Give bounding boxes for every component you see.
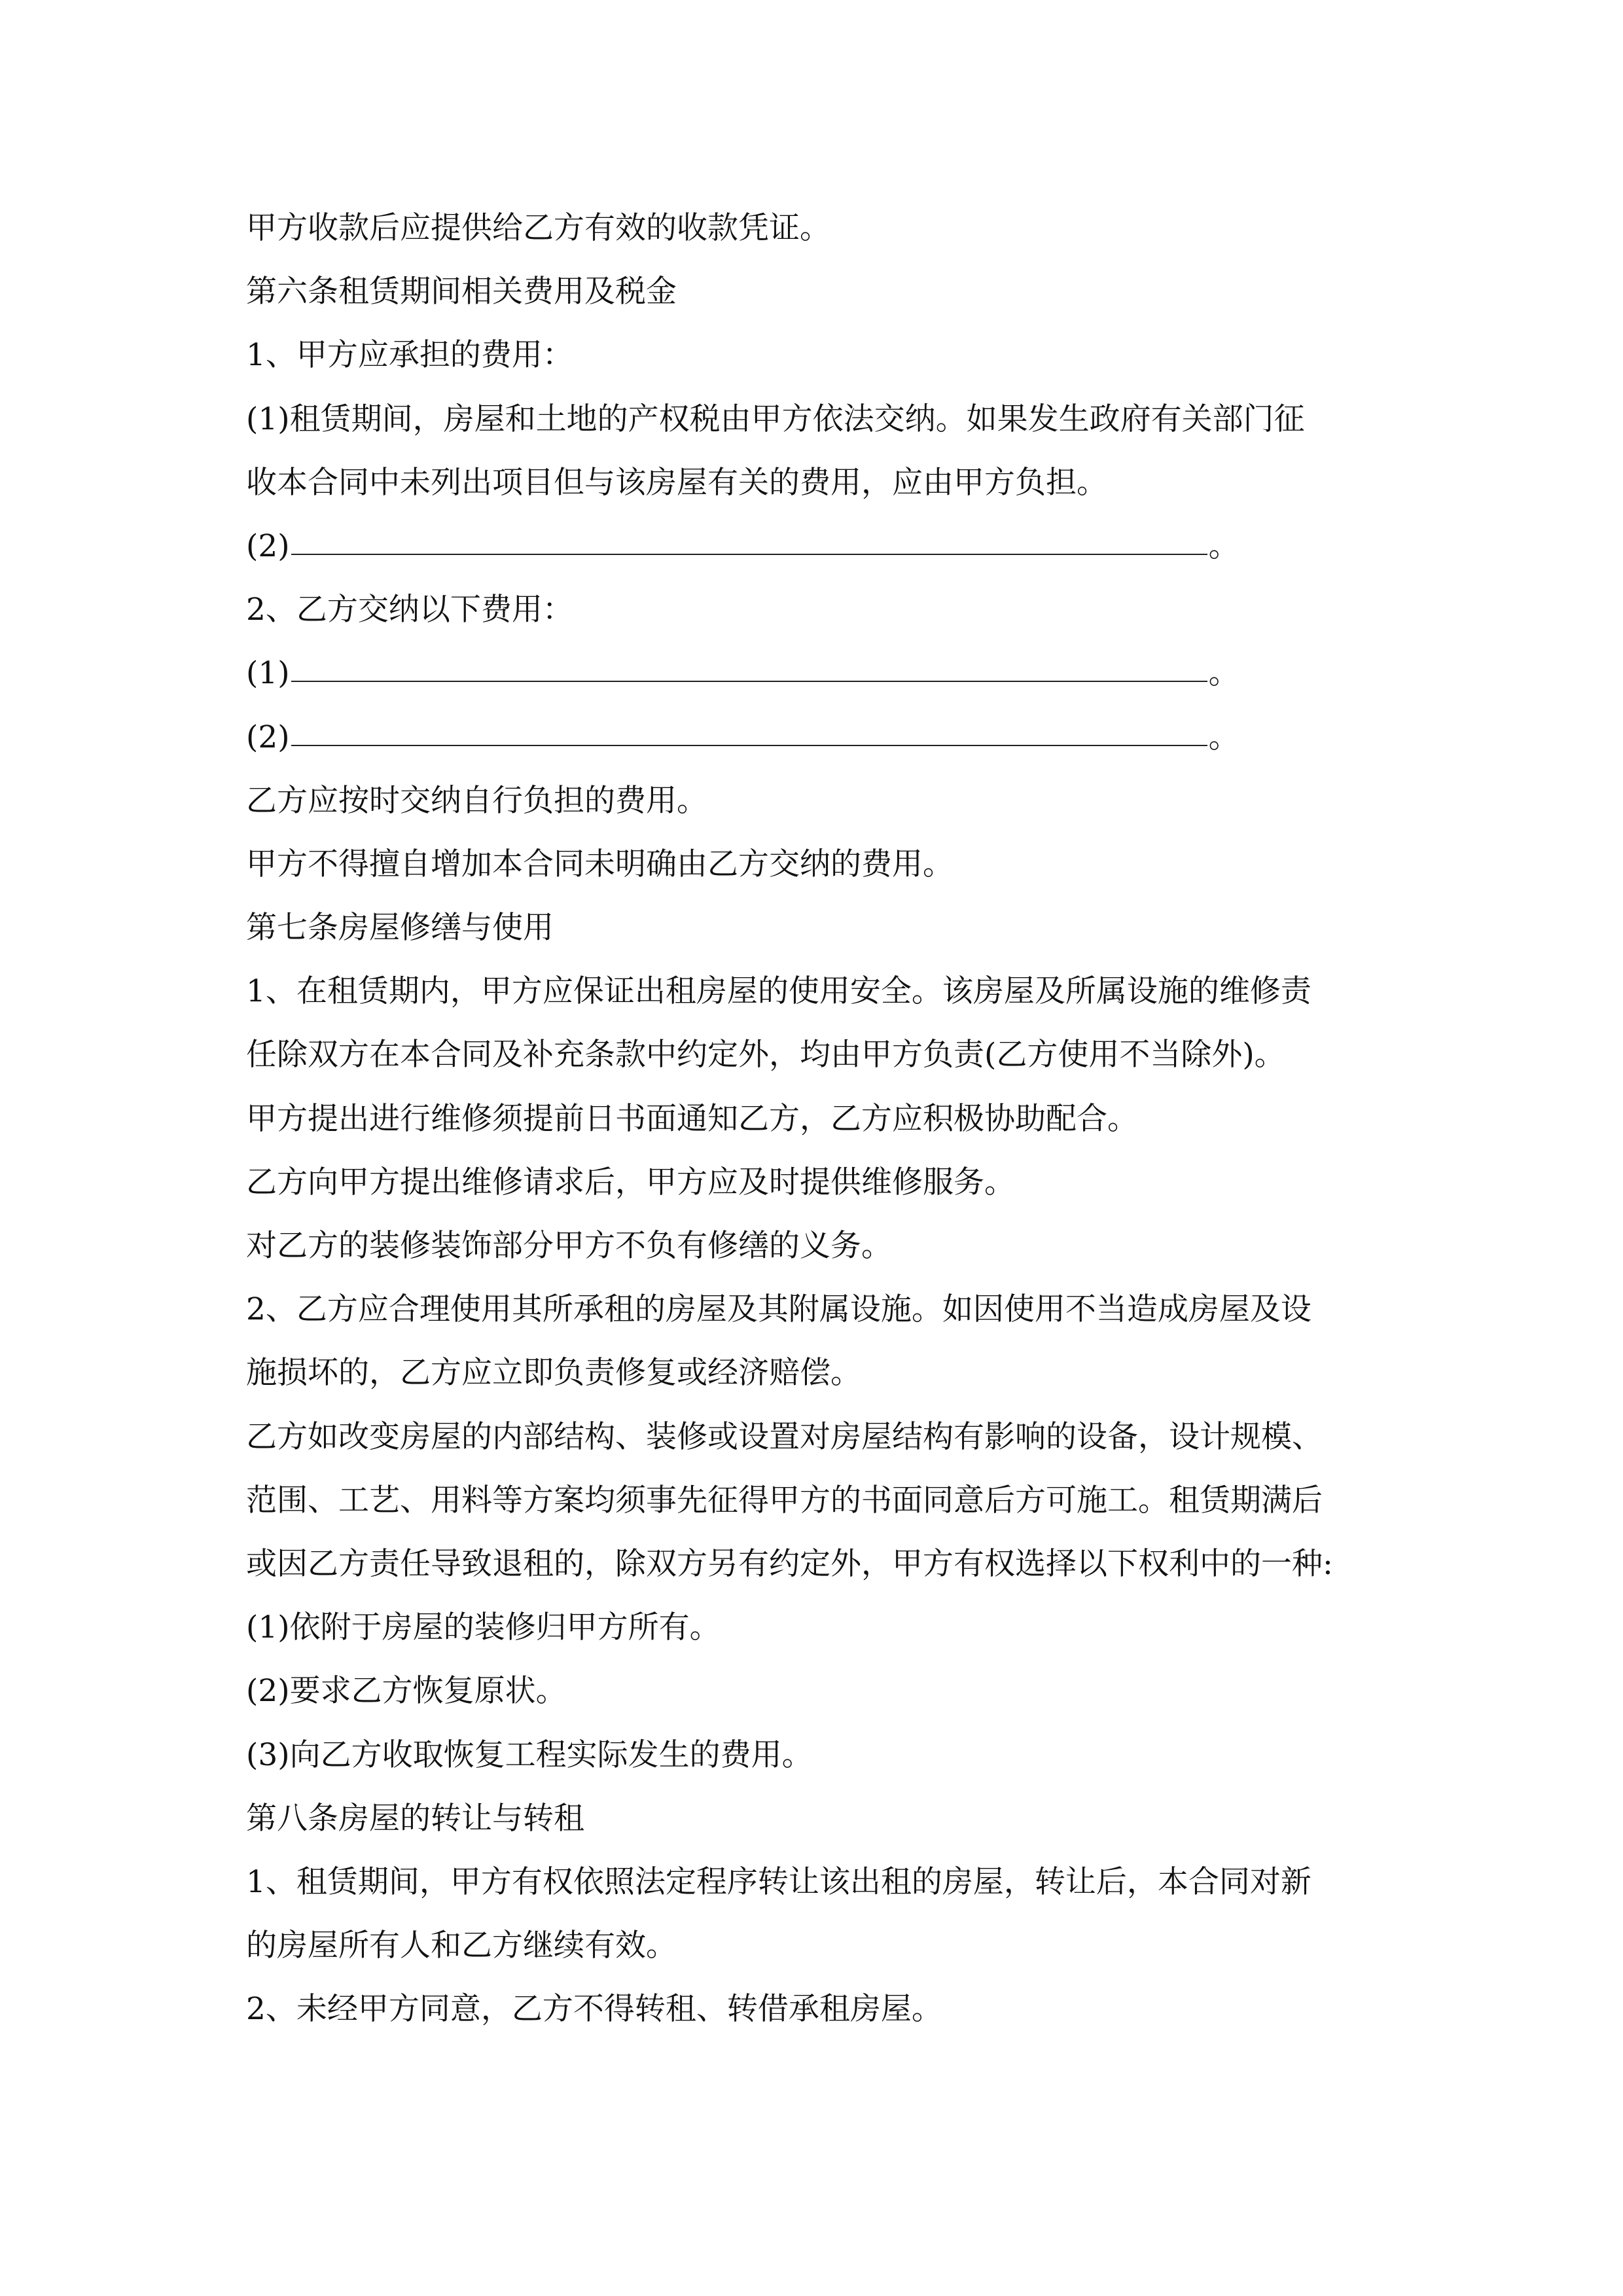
text-line: 对乙方的装修装饰部分甲方不负有修缮的义务。 [246, 1228, 892, 1264]
text-line: 施损坏的，乙方应立即负责修复或经济赔偿。 [246, 1355, 861, 1391]
article-heading: 第六条租赁期间相关费用及税金 [246, 274, 677, 310]
text-line: 范围、工艺、用料等方案均须事先征得甲方的书面同意后方可施工。租赁期满后 [246, 1482, 1323, 1518]
line-end: 。 [1208, 719, 1240, 755]
article-heading: 第八条房屋的转让与转租 [246, 1800, 584, 1837]
blank-underline[interactable] [291, 514, 1207, 555]
text-line: 的房屋所有人和乙方继续有效。 [246, 1928, 677, 1964]
item-number: (1) [246, 655, 290, 692]
text-line: 甲方不得擅自增加本合同未明确由乙方交纳的费用。 [246, 846, 954, 882]
blank-underline[interactable] [291, 706, 1207, 746]
text-line: 甲方提出进行维修须提前日书面通知乙方，乙方应积极协助配合。 [246, 1100, 1138, 1137]
fill-in-line [246, 514, 1411, 578]
text-line: (1)依附于房屋的装修归甲方所有。 [246, 1609, 721, 1646]
line-end: 。 [1208, 655, 1240, 692]
text-line: 或因乙方责任导致退租的，除双方另有约定外，甲方有权选择以下权利中的一种: [246, 1545, 1333, 1582]
text-line: 2、乙方交纳以下费用： [246, 592, 573, 628]
line-end: 。 [1208, 528, 1240, 564]
fill-in-line [246, 641, 1411, 705]
text-line: 2、乙方应合理使用其所承租的房屋及其附属设施。如因使用不当造成房屋及设 [246, 1291, 1311, 1328]
blank-underline[interactable] [291, 641, 1207, 682]
fill-in-line [246, 706, 1411, 769]
text-line: (2)要求乙方恢复原状。 [246, 1673, 567, 1710]
text-line: 1、租赁期间，甲方有权依照法定程序转让该出租的房屋，转让后，本合同对新 [246, 1863, 1311, 1900]
text-line: 乙方应按时交纳自行负担的费用。 [246, 782, 707, 819]
text-line: (3)向乙方收取恢复工程实际发生的费用。 [246, 1736, 813, 1773]
text-line: 甲方收款后应提供给乙方有效的收款凭证。 [246, 210, 830, 246]
article-heading: 第七条房屋修缮与使用 [246, 910, 554, 946]
text-line: 2、未经甲方同意，乙方不得转租、转借承租房屋。 [246, 1991, 942, 2028]
text-line: 1、甲方应承担的费用： [246, 337, 573, 374]
text-line: 乙方向甲方提出维修请求后，甲方应及时提供维修服务。 [246, 1164, 1015, 1200]
text-line: 1、在租赁期内，甲方应保证出租房屋的使用安全。该房屋及所属设施的维修责 [246, 973, 1311, 1010]
text-line: 收本合同中未列出项目但与该房屋有关的费用，应由甲方负担。 [246, 464, 1107, 501]
text-line: (1)租赁期间，房屋和土地的产权税由甲方依法交纳。如果发生政府有关部门征 [246, 401, 1305, 437]
text-line: 乙方如改变房屋的内部结构、装修或设置对房屋结构有影响的设备，设计规模、 [246, 1418, 1323, 1455]
item-number: (2) [246, 528, 290, 564]
item-number: (2) [246, 719, 290, 755]
text-line: 任除双方在本合同及补充条款中约定外，均由甲方负责(乙方使用不当除外)。 [246, 1037, 1285, 1073]
document-body [246, 196, 1411, 2041]
